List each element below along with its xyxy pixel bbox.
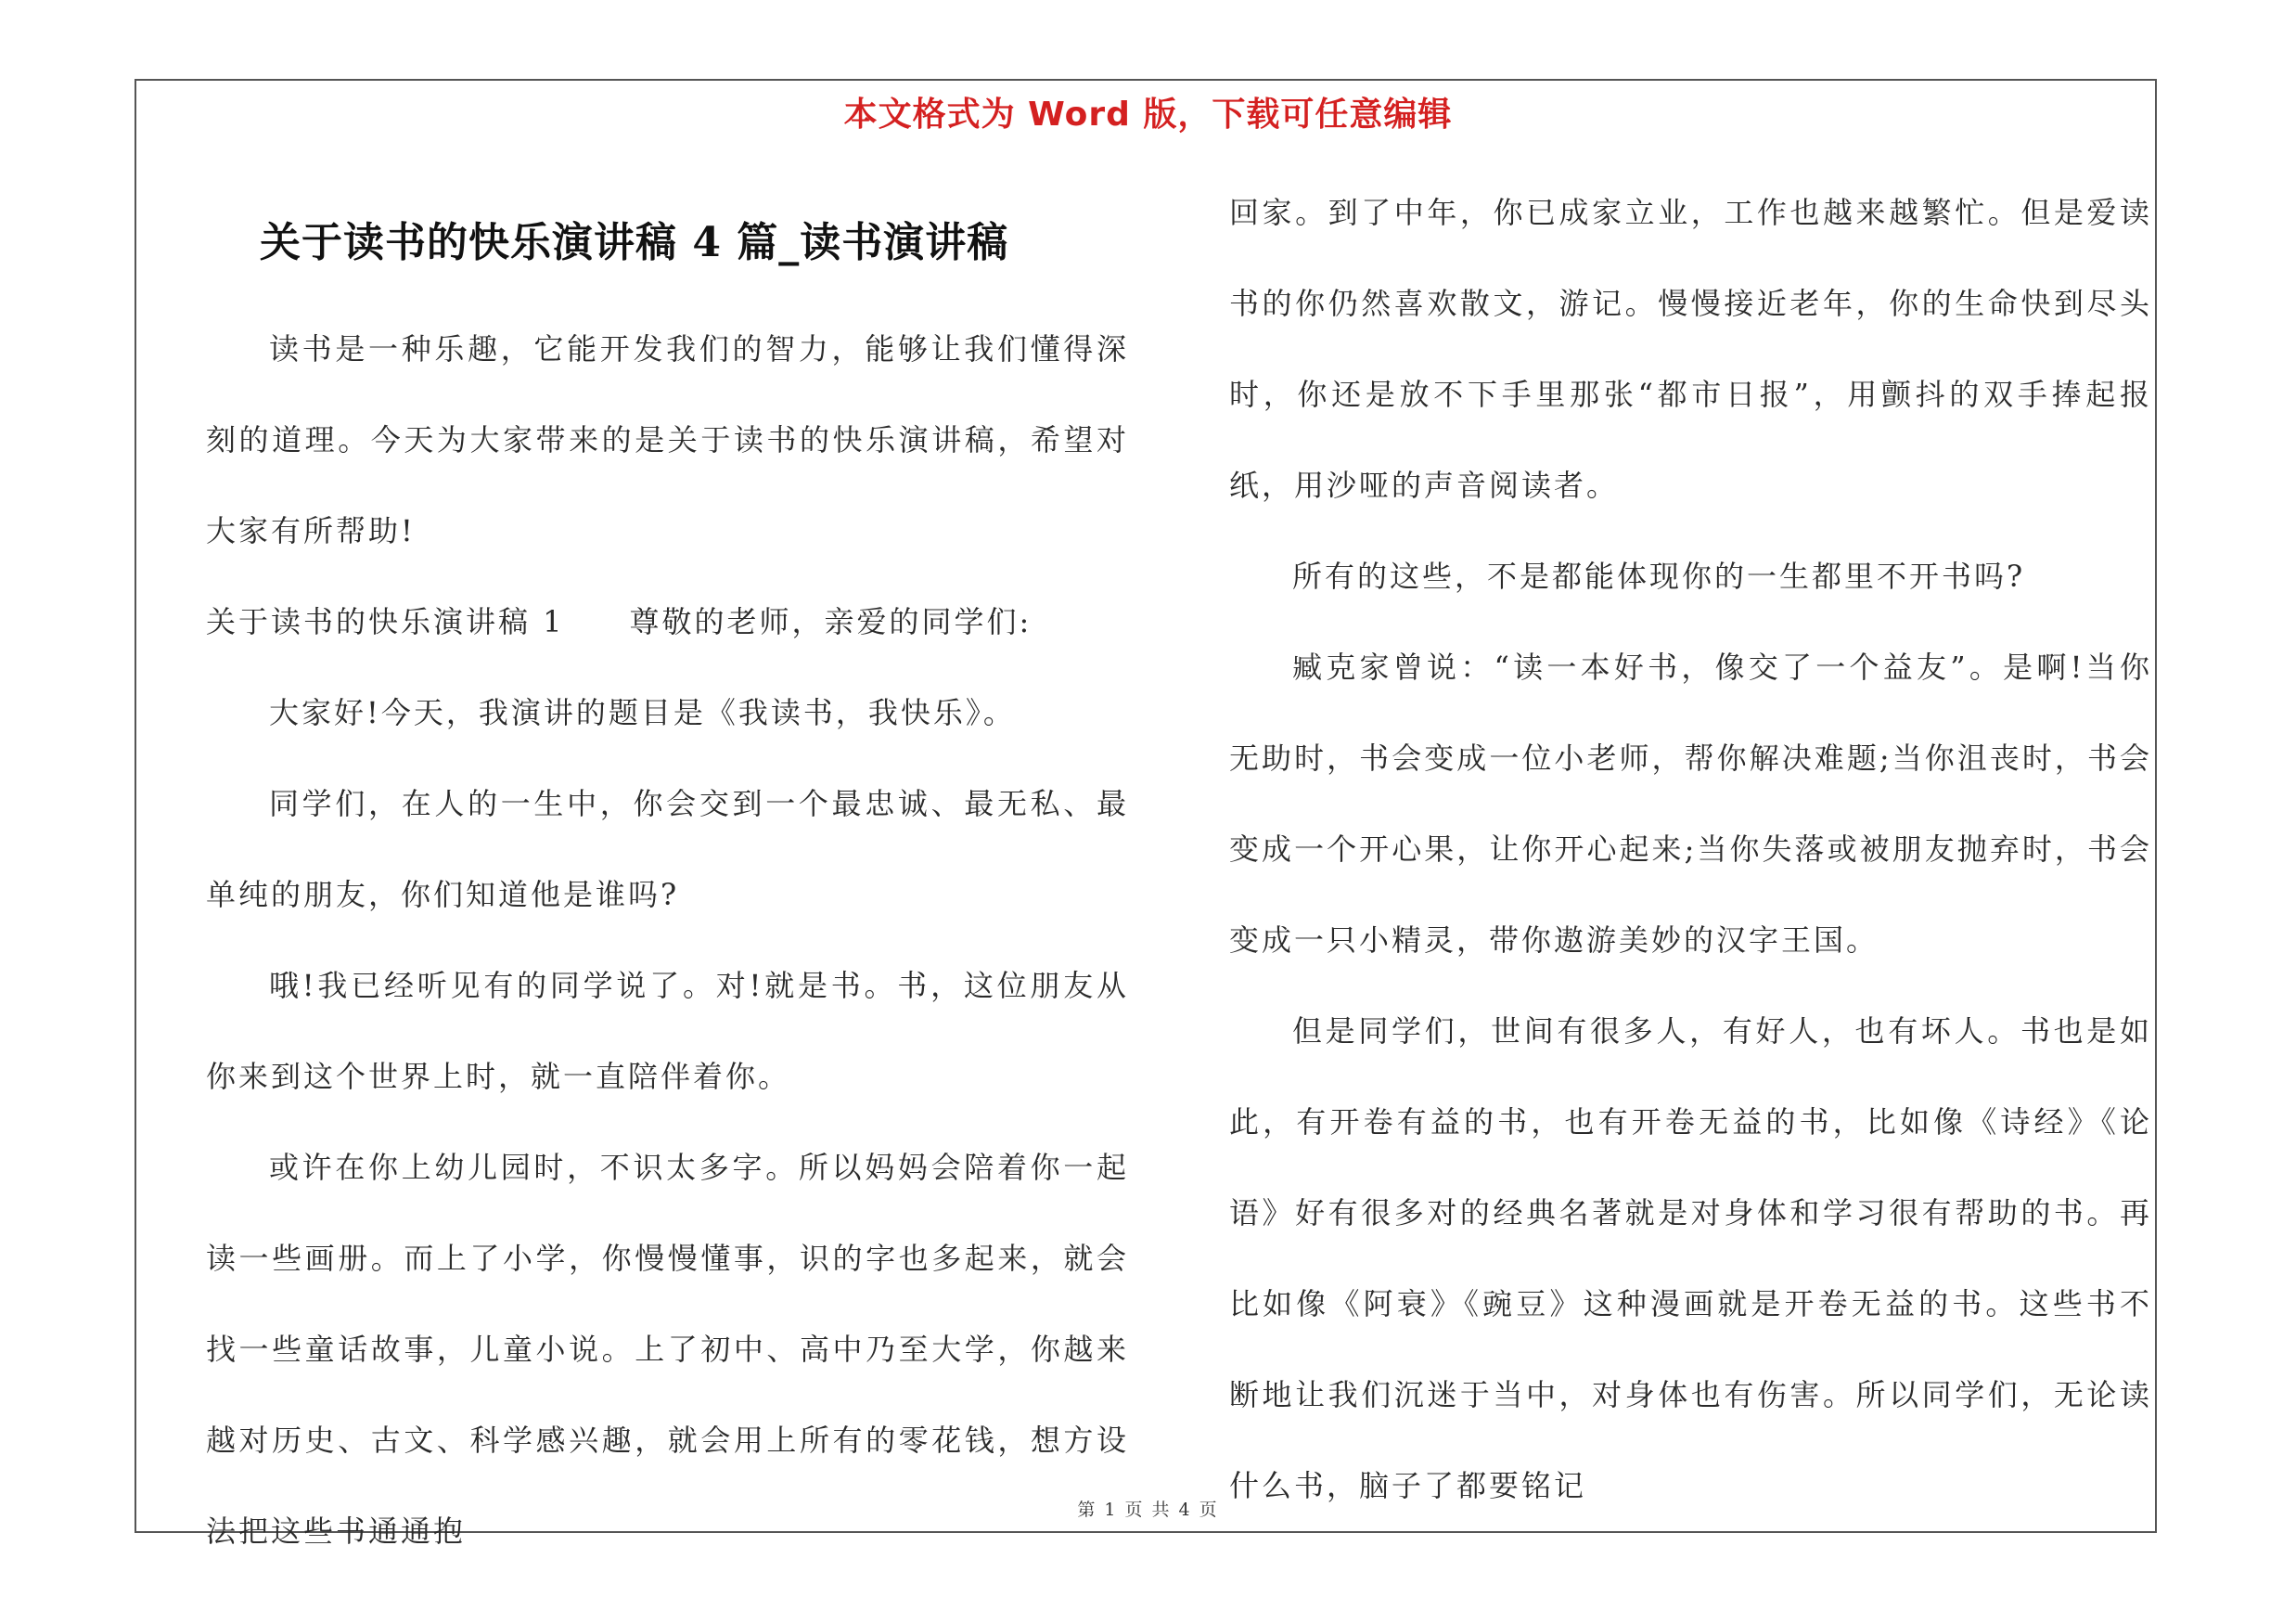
paragraph-middle-age: 回家。到了中年，你已成家立业，工作也越来越繁忙。但是爱读书的你仍然喜欢散文，游记。慢慢接近老年，你的生命快到尽头时，你还是放不下手里那张“都市日报”，用颤抖的双手捧起报纸，用沙哑的声音阅读者。 <box>1229 195 2152 503</box>
word-format-banner: 本文格式为 Word 版，下载可任意编辑 <box>843 96 1453 134</box>
paragraph-quote: 臧克家曾说：“读一本好书，像交了一个益友”。是啊!当你无助时，书会变成一位小老师，帮你解决难题;当你沮丧时，书会变成一个开心果，让你开心起来;当你失落或被朋友抛弃时，书会变成一只小精灵，带你遨游美妙的汉字王国。 <box>1229 650 2152 958</box>
paragraph-book-answer: 哦!我已经听见有的同学说了。对!就是书。书，这位朋友从你来到这个世界上时，就一直陪伴着你。 <box>206 968 1129 1094</box>
paragraph-intro: 读书是一种乐趣，它能开发我们的智力，能够让我们懂得深刻的道理。今天为大家带来的是关于读书的快乐演讲稿，希望对大家有所帮助! <box>206 331 1129 548</box>
right-column <box>1229 167 2152 1531</box>
paragraph-friend-question: 同学们，在人的一生中，你会交到一个最忠诚、最无私、最单纯的朋友，你们知道他是谁吗? <box>206 786 1129 912</box>
paragraph-good-bad-books: 但是同学们，世间有很多人，有好人，也有坏人。书也是如此，有开卷有益的书，也有开卷无益的书，比如像《诗经》《论语》好有很多对的经典名著就是对身体和学习很有帮助的书。再比如像《阿衰》《豌豆》这种漫画就是开卷无益的书。这些书不断地让我们沉迷于当中，对身体也有伤害。所以同学们，无论读什么书，脑子了都要铭记 <box>1229 1013 2152 1503</box>
document-title: 关于读书的快乐演讲稿 4 篇_读书演讲稿 <box>260 219 1009 266</box>
paragraph-greeting: 大家好!今天，我演讲的题目是《我读书，我快乐》。 <box>269 695 1016 730</box>
left-column <box>206 303 1129 1577</box>
paragraph-speech-heading: 关于读书的快乐演讲稿 1 尊敬的老师，亲爱的同学们: <box>206 604 1033 639</box>
paragraph-growing-up: 或许在你上幼儿园时，不识太多字。所以妈妈会陪着你一起读一些画册。而上了小学，你慢慢懂事，识的字也多起来，就会找一些童话故事，儿童小说。上了初中、高中乃至大学，你越来越对历史、古文、科学感兴趣，就会用上所有的零花钱，想方设法把这些书通通抱 <box>206 1150 1129 1549</box>
paragraph-life-books: 所有的这些，不是都能体现你的一生都里不开书吗? <box>1292 559 2026 594</box>
page-number-footer: 第 1 页 共 4 页 <box>1077 1500 1219 1520</box>
